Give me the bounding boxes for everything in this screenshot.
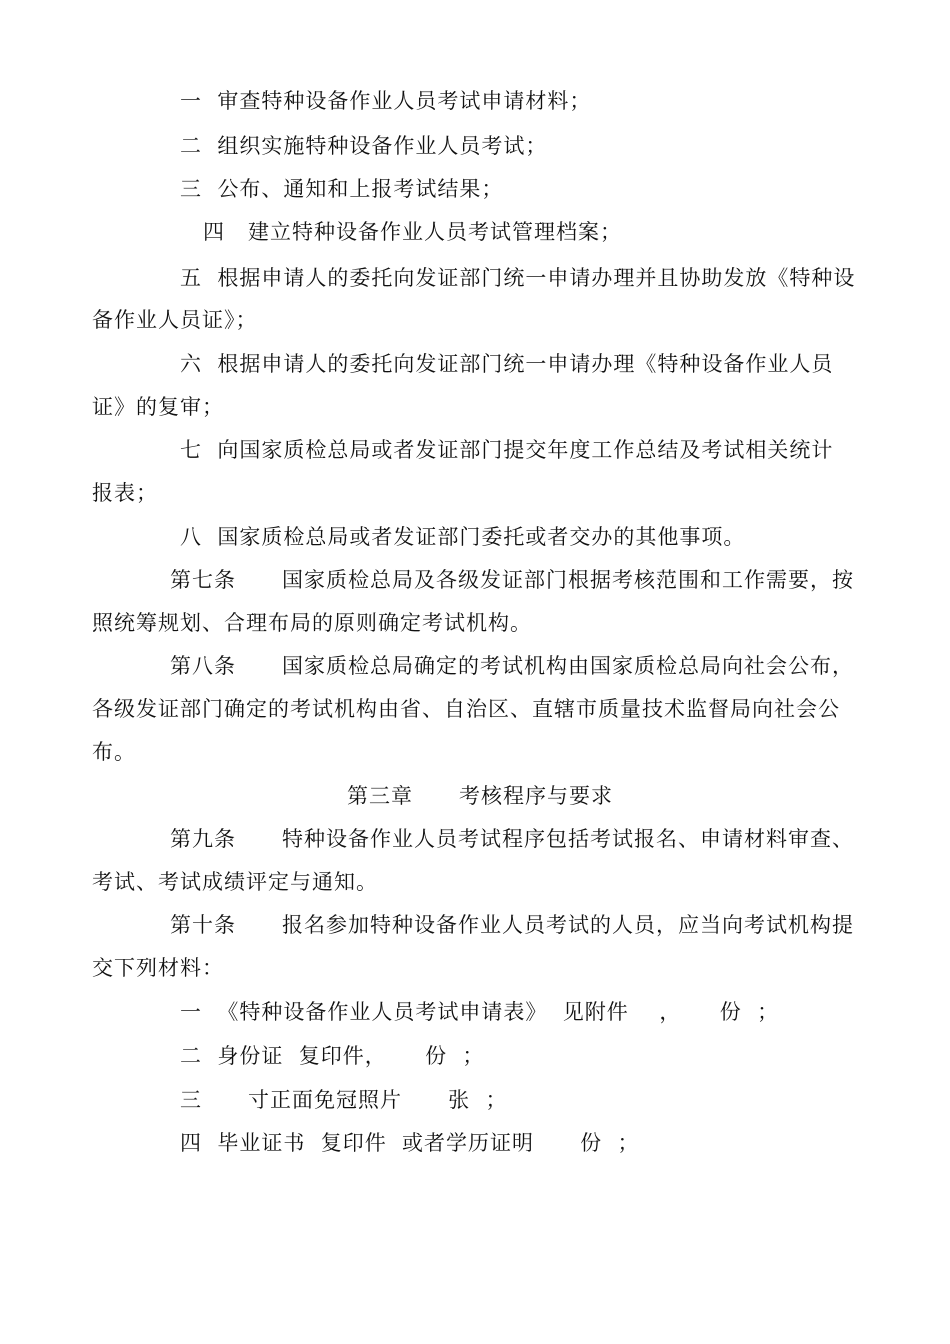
article-8-cont: 各级发证部门确定的考试机构由省、自治区、直辖市质量技术监督局向社会公	[92, 697, 840, 721]
list-item-6: 六 根据申请人的委托向发证部门统一申请办理《特种设备作业人员	[180, 352, 834, 376]
list-item-8: 八 国家质检总局或者发证部门委托或者交办的其他事项。	[180, 525, 746, 549]
article-9-cont: 考试、考试成绩评定与通知。	[92, 870, 378, 894]
list-item-4: 四 建立特种设备作业人员考试管理档案；	[203, 220, 623, 244]
article-8-cont-2: 布。	[92, 740, 136, 764]
material-item-4: 四 毕业证书 复印件 或者学历证明 份 ；	[180, 1131, 640, 1155]
article-10: 第十条 报名参加特种设备作业人员考试的人员，应当向考试机构提	[170, 913, 855, 937]
list-item-7-cont: 报表；	[92, 481, 158, 505]
list-item-2: 二 组织实施特种设备作业人员考试；	[180, 134, 548, 158]
list-item-1: 一 审查特种设备作业人员考试申请材料；	[180, 89, 592, 113]
article-7: 第七条 国家质检总局及各级发证部门根据考核范围和工作需要，按	[170, 568, 855, 592]
list-item-5: 五 根据申请人的委托向发证部门统一申请办理并且协助发放《特种设	[180, 266, 856, 290]
article-8: 第八条 国家质检总局确定的考试机构由国家质检总局向社会公布，	[170, 654, 855, 678]
list-item-7: 七 向国家质检总局或者发证部门提交年度工作总结及考试相关统计	[180, 438, 834, 462]
list-item-3: 三 公布、通知和上报考试结果；	[180, 177, 504, 201]
material-item-1: 一 《特种设备作业人员考试申请表》 见附件 ， 份 ；	[180, 1000, 780, 1024]
chapter-heading: 第三章 考核程序与要求	[347, 784, 614, 808]
article-10-cont: 交下列材料：	[92, 956, 224, 980]
article-9: 第九条 特种设备作业人员考试程序包括考试报名、申请材料审查、	[170, 827, 855, 851]
list-item-5-cont: 备作业人员证》；	[92, 308, 258, 332]
material-item-3: 三 寸正面免冠照片 张 ；	[180, 1088, 508, 1112]
material-item-2: 二 身份证 复印件， 份 ；	[180, 1044, 485, 1068]
article-7-cont: 照统筹规划、合理布局的原则确定考试机构。	[92, 611, 532, 635]
list-item-6-cont: 证》的复审；	[92, 395, 224, 419]
